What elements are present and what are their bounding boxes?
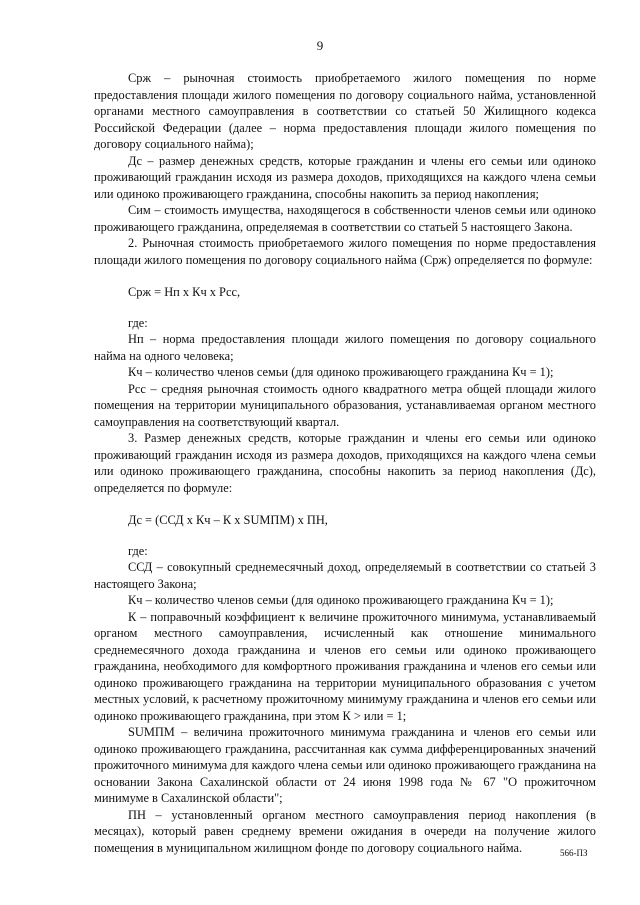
where-label: где: (128, 315, 148, 330)
paragraph-kch-definition: Кч – количество членов семьи (для одиноко проживающего гражданина Кч = 1); (128, 365, 554, 379)
document-body (94, 70, 596, 856)
paragraph-np-definition: Нп – норма предоставления площади жилого помещения по договору социального найма на одного человека; (94, 332, 596, 363)
formula-srzh: Срж = Нп х Кч х Рсс, (128, 285, 241, 299)
paragraph-rss-definition: Рсс – средняя рыночная стоимость одного квадратного метра общей площади жилого помещения на территории муниципального образования, устанавливаемая органом местного самоуправления на соответствующий квартал. (94, 381, 596, 429)
page-number: 9 (316, 38, 324, 53)
paragraph-pn-definition: ПН – установленный органом местного самоуправления период накопления (в месяцах), который равен среднему времени ожидания в очереди на получение жилого помещения в муниципальном жилищном фонде по договору социального найма. (94, 807, 596, 855)
paragraph-srzh-definition: Срж – рыночная стоимость приобретаемого жилого помещения по норме предоставления площади жилого помещения по договору социального найма, установленной органами местного самоуправления в соответствии со статьей 50 Жилищного кодекса Российской Федерации (далее – норма предоставления площади жилого помещения по договору социального найма); (94, 71, 596, 151)
paragraph-section-2: 2. Рыночная стоимость приобретаемого жилого помещения по норме предоставления площади жилого помещения по договору социального найма (Срж) определяется по формуле: (94, 236, 596, 267)
paragraph-kch-definition-2: Кч – количество членов семьи (для одиноко проживающего гражданина Кч = 1); (128, 593, 554, 607)
paragraph-sim-definition: Сим – стоимость имущества, находящегося в собственности членов семьи или одиноко проживающего гражданина, определяемая в соответствии со статьей 5 настоящего Закона. (94, 203, 596, 234)
paragraph-k-definition: К – поправочный коэффициент к величине прожиточного минимума, устанавливаемый органом местного самоуправления, исчисленный как отношение минимального среднемесячного дохода гражданина и членов его семьи или одиноко проживающего гражданина, необходимого для комфортного проживания гражданина и членов его семьи или одиноко проживающего гражданина на территории муниципального образования с учетом местных условий, к расчетному прожиточному минимуму гражданина и членов его семьи или одиноко проживающего гражданина, при этом К > или = 1; (94, 609, 596, 723)
paragraph-ssd-definition: ССД – совокупный среднемесячный доход, определяемый в соответствии со статьей 3 настоящего Закона; (94, 560, 596, 591)
document-code: 566-ПЗ (560, 848, 588, 858)
where-label: где: (128, 543, 148, 558)
paragraph-sumpm-definition: SUMПМ – величина прожиточного минимума гражданина и членов его семьи или одиноко проживающего гражданина, рассчитанная как сумма дифференцированных значений прожиточного минимума для каждого члена семьи или одиноко проживающего гражданина на основании Закона Сахалинской области от 24 июня 1998 года № 67 "О прожиточном минимуме в Сахалинской области"; (94, 725, 596, 805)
paragraph-ds-definition: Дс – размер денежных средств, которые гражданин и члены его семьи или одиноко проживающий гражданин исходя из размера доходов, приходящихся на каждого члена семьи или одиноко проживающего гражданина, способны накопить за период накопления; (94, 153, 596, 201)
paragraph-section-3: 3. Размер денежных средств, которые гражданин и члены его семьи или одиноко проживающий гражданин исходя из размера доходов, приходящихся на каждого члена семьи или одиноко проживающего гражданина, способны накопить за период накопления (Дс), определяется по формуле: (94, 431, 596, 495)
formula-ds: Дс = (ССД х Кч – К х SUMПМ) х ПН, (128, 513, 328, 527)
